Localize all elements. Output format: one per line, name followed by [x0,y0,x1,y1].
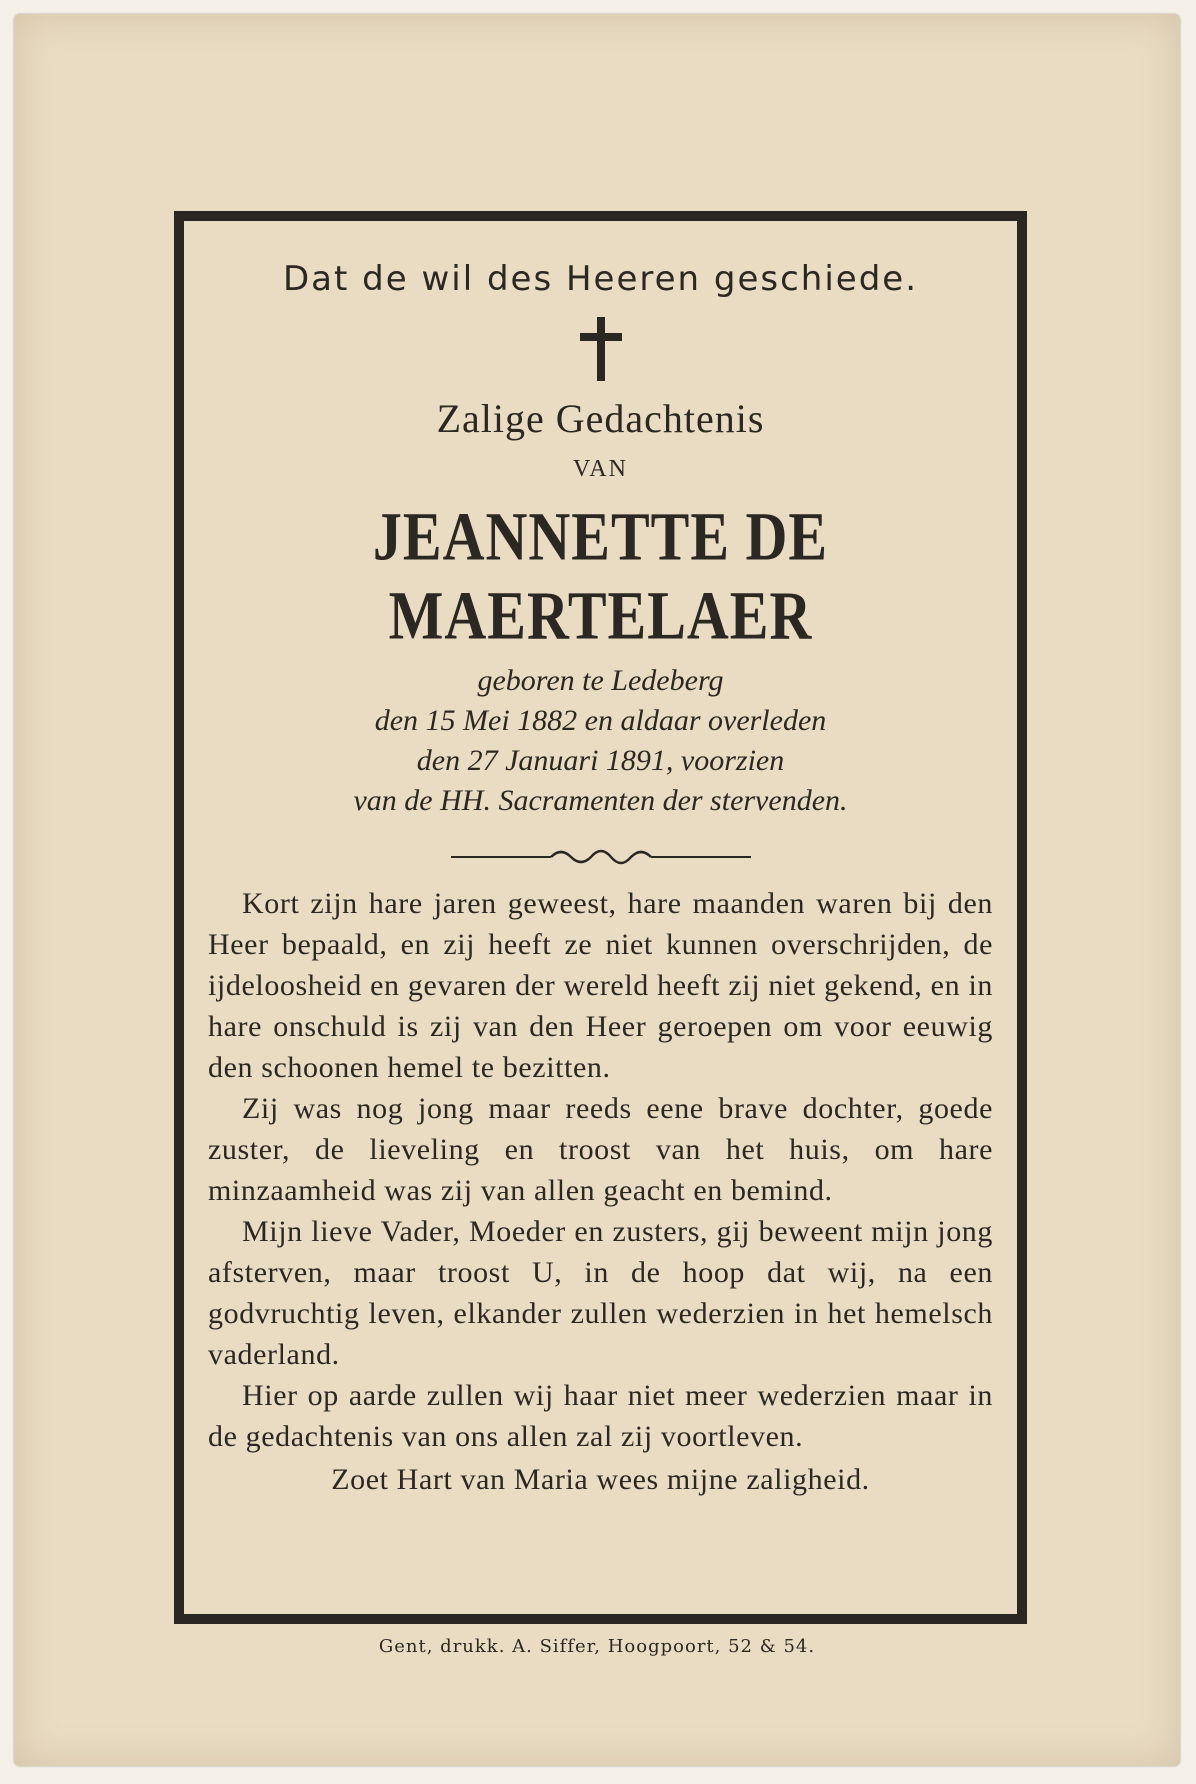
van-label: VAN [573,456,628,482]
birth-line: den 27 Januari 1891, voorzien [416,744,785,777]
paragraph: Mijn lieve Vader, Moeder en zusters, gij beweent mijn jong afsterven, maar troost U, in de hoop dat wij, na een godvruchtig leven, elkander zullen wederzien in het hemelsch vaderland. [208,1215,993,1371]
heading: Zalige Gedachtenis [436,396,765,441]
paragraph: Zij was nog jong maar reeds eene brave dochter, goede zuster, de lieveling en troost van het huis, om hare minzaamheid was zij van allen geacht en bemind. [208,1092,993,1207]
memorial-card [14,14,1180,1766]
card-content [208,241,993,1594]
flourish-ornament [451,845,751,869]
birth-line: van de HH. Sacramenten der stervenden. [353,784,848,817]
deceased-name: JEANNETTE DE MAERTELAER [372,498,829,654]
printer-imprint: Gent, drukk. A. Siffer, Hoogpoort, 52 & 54. [378,1636,816,1657]
memorial-text [208,883,993,1500]
mourning-border [174,211,1027,1624]
paragraph: Kort zijn hare jaren geweest, hare maanden waren bij den Heer bepaald, en zij heeft ze niet kunnen overschrijden, de ijdeloosheid en gevaren der wereld heeft zij niet gekend, en in hare onschuld is zij van den Heer geroepen om voor eeuwig den schoonen hemel te bezitten. [208,887,993,1084]
paragraph: Hier op aarde zullen wij haar niet meer wederzien maar in de gedachtenis van ons allen zal zij voortleven. [208,1379,993,1453]
birth-death-details [208,661,993,821]
cross-icon [578,317,624,381]
motto: Dat de wil des Heeren geschiede. [282,259,919,299]
closing-prayer: Zoet Hart van Maria wees mijne zaligheid. [331,1463,870,1496]
birth-line: geboren te Ledeberg [477,664,724,697]
birth-line: den 15 Mei 1882 en aldaar overleden [374,704,827,737]
